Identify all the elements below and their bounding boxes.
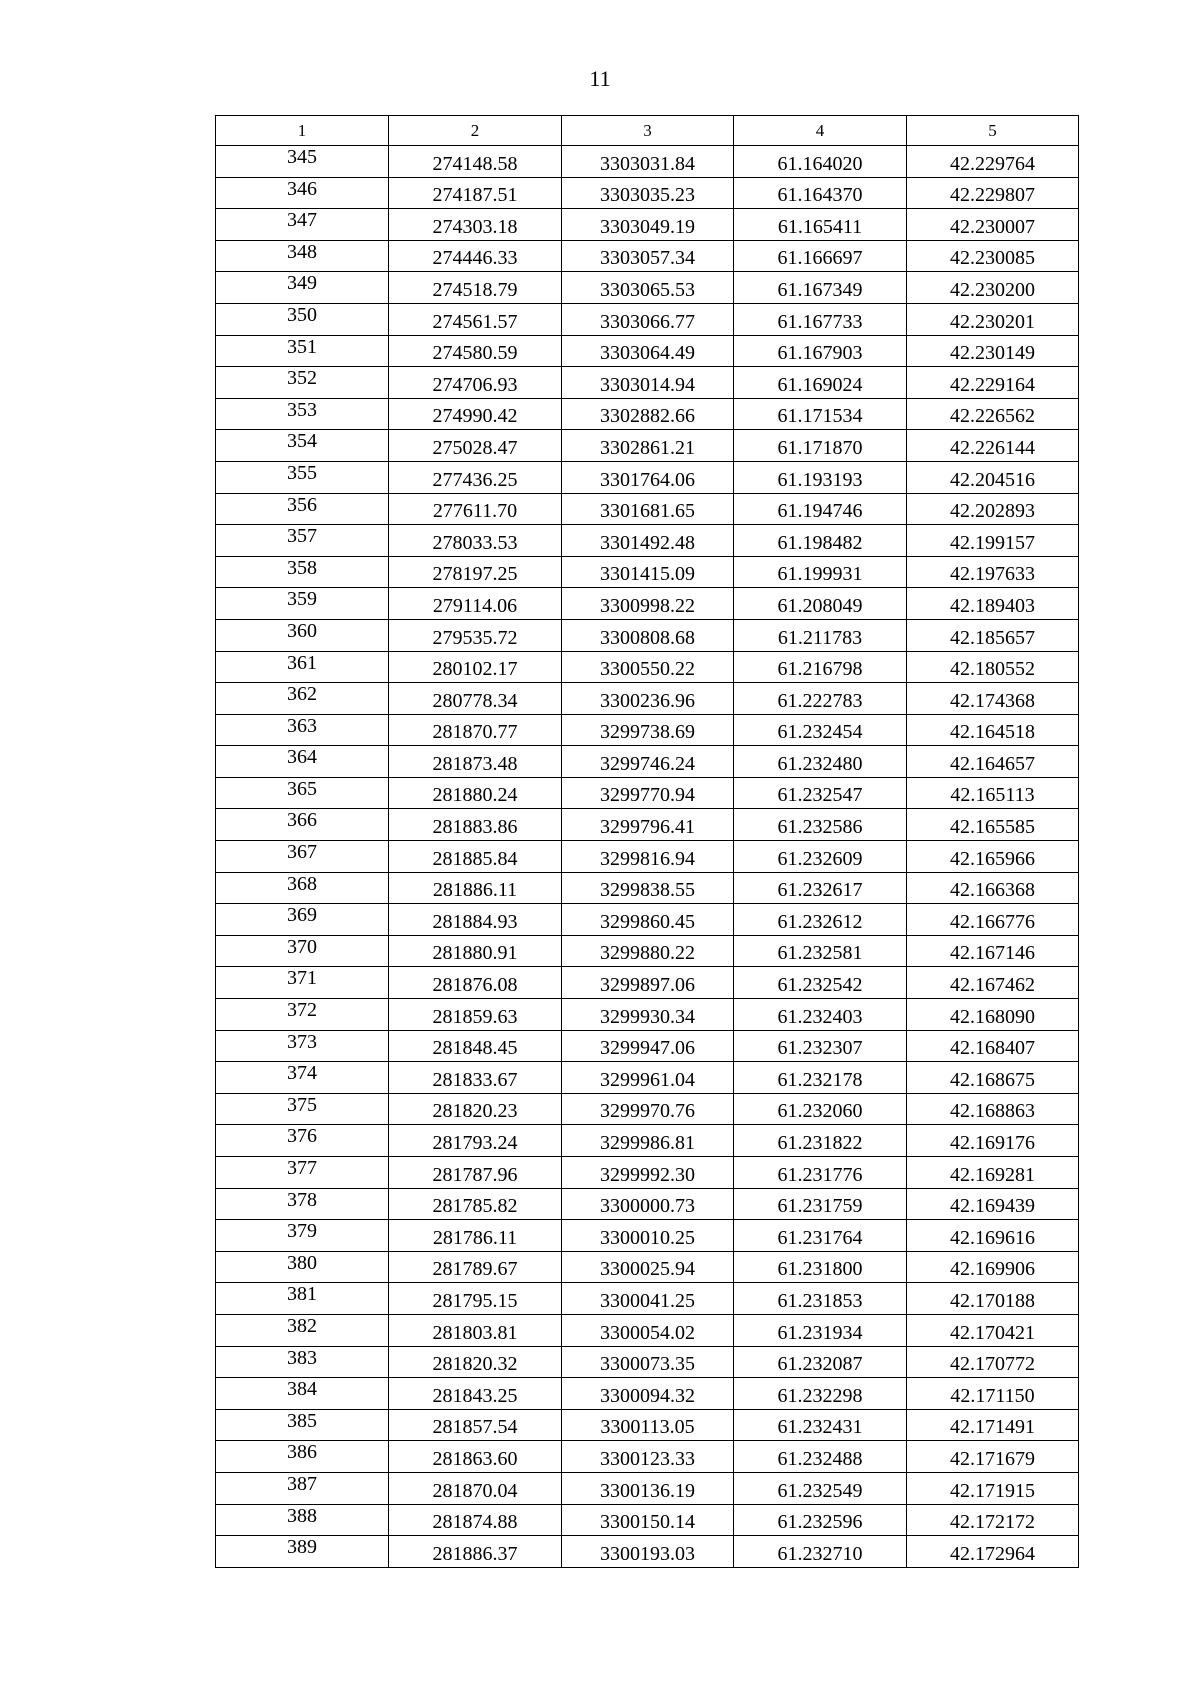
longitude-cell: 61.232549 [734, 1472, 907, 1504]
latitude-cell: 42.174368 [907, 683, 1079, 715]
longitude-cell: 61.231822 [734, 1125, 907, 1157]
y-coordinate-cell: 3299947.06 [562, 1030, 734, 1062]
x-coordinate-cell: 281870.77 [389, 714, 562, 746]
point-number-cell: 386 [216, 1441, 389, 1473]
y-coordinate-cell: 3299770.94 [562, 777, 734, 809]
table-row [216, 1283, 1079, 1315]
longitude-cell: 61.232710 [734, 1536, 907, 1568]
point-number-cell: 372 [216, 999, 389, 1031]
latitude-cell: 42.180552 [907, 651, 1079, 683]
longitude-cell: 61.232307 [734, 1030, 907, 1062]
column-header-2: 2 [389, 116, 562, 146]
point-number-cell: 370 [216, 935, 389, 967]
x-coordinate-cell: 278197.25 [389, 556, 562, 588]
x-coordinate-cell: 281883.86 [389, 809, 562, 841]
longitude-cell: 61.166697 [734, 240, 907, 272]
table-row [216, 1472, 1079, 1504]
point-number-cell: 351 [216, 335, 389, 367]
point-number-cell: 373 [216, 1030, 389, 1062]
y-coordinate-cell: 3300054.02 [562, 1314, 734, 1346]
x-coordinate-cell: 281873.48 [389, 746, 562, 778]
table-row [216, 240, 1079, 272]
point-number-cell: 358 [216, 556, 389, 588]
point-number-cell: 361 [216, 651, 389, 683]
point-number-cell: 364 [216, 746, 389, 778]
x-coordinate-cell: 281886.37 [389, 1536, 562, 1568]
y-coordinate-cell: 3299880.22 [562, 935, 734, 967]
point-number-cell: 383 [216, 1346, 389, 1378]
point-number-cell: 380 [216, 1251, 389, 1283]
point-number-cell: 353 [216, 398, 389, 430]
x-coordinate-cell: 281880.91 [389, 935, 562, 967]
x-coordinate-cell: 281885.84 [389, 841, 562, 873]
table-row [216, 1062, 1079, 1094]
y-coordinate-cell: 3302861.21 [562, 430, 734, 462]
header-row [216, 116, 1079, 146]
latitude-cell: 42.164518 [907, 714, 1079, 746]
longitude-cell: 61.216798 [734, 651, 907, 683]
y-coordinate-cell: 3300123.33 [562, 1441, 734, 1473]
latitude-cell: 42.169906 [907, 1251, 1079, 1283]
x-coordinate-cell: 281785.82 [389, 1188, 562, 1220]
table-row [216, 904, 1079, 936]
x-coordinate-cell: 281793.24 [389, 1125, 562, 1157]
table-row [216, 651, 1079, 683]
coordinates-table [215, 115, 1079, 1568]
latitude-cell: 42.229164 [907, 367, 1079, 399]
longitude-cell: 61.222783 [734, 683, 907, 715]
table-row [216, 272, 1079, 304]
y-coordinate-cell: 3300073.35 [562, 1346, 734, 1378]
table-row [216, 367, 1079, 399]
longitude-cell: 61.232542 [734, 967, 907, 999]
latitude-cell: 42.166368 [907, 872, 1079, 904]
y-coordinate-cell: 3299746.24 [562, 746, 734, 778]
latitude-cell: 42.169439 [907, 1188, 1079, 1220]
table-row [216, 335, 1079, 367]
latitude-cell: 42.168675 [907, 1062, 1079, 1094]
x-coordinate-cell: 280778.34 [389, 683, 562, 715]
table-row [216, 177, 1079, 209]
longitude-cell: 61.193193 [734, 461, 907, 493]
table-row [216, 1125, 1079, 1157]
x-coordinate-cell: 275028.47 [389, 430, 562, 462]
x-coordinate-cell: 281874.88 [389, 1504, 562, 1536]
longitude-cell: 61.167733 [734, 303, 907, 335]
point-number-cell: 362 [216, 683, 389, 715]
longitude-cell: 61.232431 [734, 1409, 907, 1441]
table-row [216, 1188, 1079, 1220]
x-coordinate-cell: 281803.81 [389, 1314, 562, 1346]
latitude-cell: 42.204516 [907, 461, 1079, 493]
point-number-cell: 381 [216, 1283, 389, 1315]
y-coordinate-cell: 3302882.66 [562, 398, 734, 430]
point-number-cell: 382 [216, 1314, 389, 1346]
point-number-cell: 379 [216, 1220, 389, 1252]
longitude-cell: 61.199931 [734, 556, 907, 588]
y-coordinate-cell: 3300010.25 [562, 1220, 734, 1252]
x-coordinate-cell: 281886.11 [389, 872, 562, 904]
longitude-cell: 61.232617 [734, 872, 907, 904]
page-number: 11 [589, 66, 611, 91]
table-row [216, 1378, 1079, 1410]
longitude-cell: 61.231853 [734, 1283, 907, 1315]
table-row [216, 556, 1079, 588]
x-coordinate-cell: 280102.17 [389, 651, 562, 683]
longitude-cell: 61.232178 [734, 1062, 907, 1094]
table-row [216, 777, 1079, 809]
y-coordinate-cell: 3303049.19 [562, 209, 734, 241]
longitude-cell: 61.231776 [734, 1157, 907, 1189]
longitude-cell: 61.231759 [734, 1188, 907, 1220]
latitude-cell: 42.189403 [907, 588, 1079, 620]
latitude-cell: 42.165966 [907, 841, 1079, 873]
column-header-4: 4 [734, 116, 907, 146]
point-number-cell: 366 [216, 809, 389, 841]
table-row [216, 1220, 1079, 1252]
x-coordinate-cell: 281820.23 [389, 1093, 562, 1125]
y-coordinate-cell: 3299970.76 [562, 1093, 734, 1125]
table-row [216, 1093, 1079, 1125]
table-row [216, 1409, 1079, 1441]
table-row [216, 493, 1079, 525]
table-row [216, 1504, 1079, 1536]
x-coordinate-cell: 281795.15 [389, 1283, 562, 1315]
x-coordinate-cell: 281859.63 [389, 999, 562, 1031]
y-coordinate-cell: 3299860.45 [562, 904, 734, 936]
y-coordinate-cell: 3300094.32 [562, 1378, 734, 1410]
table-row [216, 714, 1079, 746]
longitude-cell: 61.232581 [734, 935, 907, 967]
table-row [216, 1346, 1079, 1378]
longitude-cell: 61.232488 [734, 1441, 907, 1473]
point-number-cell: 389 [216, 1536, 389, 1568]
latitude-cell: 42.197633 [907, 556, 1079, 588]
latitude-cell: 42.230201 [907, 303, 1079, 335]
table-row [216, 872, 1079, 904]
y-coordinate-cell: 3299930.34 [562, 999, 734, 1031]
x-coordinate-cell: 274518.79 [389, 272, 562, 304]
column-header-3: 3 [562, 116, 734, 146]
y-coordinate-cell: 3299738.69 [562, 714, 734, 746]
x-coordinate-cell: 279114.06 [389, 588, 562, 620]
point-number-cell: 378 [216, 1188, 389, 1220]
latitude-cell: 42.199157 [907, 525, 1079, 557]
y-coordinate-cell: 3303057.34 [562, 240, 734, 272]
table-row [216, 1536, 1079, 1568]
x-coordinate-cell: 281884.93 [389, 904, 562, 936]
latitude-cell: 42.170421 [907, 1314, 1079, 1346]
table-row [216, 1314, 1079, 1346]
longitude-cell: 61.232403 [734, 999, 907, 1031]
y-coordinate-cell: 3301681.65 [562, 493, 734, 525]
y-coordinate-cell: 3300041.25 [562, 1283, 734, 1315]
x-coordinate-cell: 274303.18 [389, 209, 562, 241]
point-number-cell: 346 [216, 177, 389, 209]
y-coordinate-cell: 3301415.09 [562, 556, 734, 588]
y-coordinate-cell: 3303035.23 [562, 177, 734, 209]
table-row [216, 746, 1079, 778]
y-coordinate-cell: 3303065.53 [562, 272, 734, 304]
table-body [216, 146, 1079, 1568]
table-row [216, 303, 1079, 335]
longitude-cell: 61.211783 [734, 619, 907, 651]
y-coordinate-cell: 3300136.19 [562, 1472, 734, 1504]
latitude-cell: 42.172172 [907, 1504, 1079, 1536]
point-number-cell: 350 [216, 303, 389, 335]
longitude-cell: 61.171534 [734, 398, 907, 430]
latitude-cell: 42.230149 [907, 335, 1079, 367]
x-coordinate-cell: 281833.67 [389, 1062, 562, 1094]
latitude-cell: 42.172964 [907, 1536, 1079, 1568]
latitude-cell: 42.169281 [907, 1157, 1079, 1189]
point-number-cell: 348 [216, 240, 389, 272]
point-number-cell: 349 [216, 272, 389, 304]
y-coordinate-cell: 3299838.55 [562, 872, 734, 904]
point-number-cell: 388 [216, 1504, 389, 1536]
x-coordinate-cell: 279535.72 [389, 619, 562, 651]
table-row [216, 588, 1079, 620]
latitude-cell: 42.171915 [907, 1472, 1079, 1504]
column-header-5: 5 [907, 116, 1079, 146]
x-coordinate-cell: 281857.54 [389, 1409, 562, 1441]
longitude-cell: 61.232596 [734, 1504, 907, 1536]
latitude-cell: 42.168863 [907, 1093, 1079, 1125]
y-coordinate-cell: 3299986.81 [562, 1125, 734, 1157]
longitude-cell: 61.232087 [734, 1346, 907, 1378]
x-coordinate-cell: 281843.25 [389, 1378, 562, 1410]
x-coordinate-cell: 281863.60 [389, 1441, 562, 1473]
y-coordinate-cell: 3300236.96 [562, 683, 734, 715]
x-coordinate-cell: 281786.11 [389, 1220, 562, 1252]
longitude-cell: 61.167349 [734, 272, 907, 304]
longitude-cell: 61.164020 [734, 146, 907, 178]
x-coordinate-cell: 281820.32 [389, 1346, 562, 1378]
point-number-cell: 365 [216, 777, 389, 809]
x-coordinate-cell: 274148.58 [389, 146, 562, 178]
y-coordinate-cell: 3300113.05 [562, 1409, 734, 1441]
latitude-cell: 42.230200 [907, 272, 1079, 304]
longitude-cell: 61.231800 [734, 1251, 907, 1283]
point-number-cell: 385 [216, 1409, 389, 1441]
table-row [216, 461, 1079, 493]
longitude-cell: 61.232586 [734, 809, 907, 841]
latitude-cell: 42.226562 [907, 398, 1079, 430]
y-coordinate-cell: 3300808.68 [562, 619, 734, 651]
x-coordinate-cell: 277436.25 [389, 461, 562, 493]
latitude-cell: 42.168090 [907, 999, 1079, 1031]
point-number-cell: 356 [216, 493, 389, 525]
x-coordinate-cell: 274187.51 [389, 177, 562, 209]
table-header [216, 116, 1079, 146]
latitude-cell: 42.164657 [907, 746, 1079, 778]
table-row [216, 1251, 1079, 1283]
y-coordinate-cell: 3299992.30 [562, 1157, 734, 1189]
longitude-cell: 61.169024 [734, 367, 907, 399]
x-coordinate-cell: 274990.42 [389, 398, 562, 430]
latitude-cell: 42.185657 [907, 619, 1079, 651]
table-row [216, 430, 1079, 462]
point-number-cell: 359 [216, 588, 389, 620]
point-number-cell: 354 [216, 430, 389, 462]
longitude-cell: 61.194746 [734, 493, 907, 525]
y-coordinate-cell: 3303014.94 [562, 367, 734, 399]
point-number-cell: 376 [216, 1125, 389, 1157]
x-coordinate-cell: 281787.96 [389, 1157, 562, 1189]
longitude-cell: 61.231934 [734, 1314, 907, 1346]
latitude-cell: 42.169616 [907, 1220, 1079, 1252]
latitude-cell: 42.165113 [907, 777, 1079, 809]
table-row [216, 999, 1079, 1031]
x-coordinate-cell: 281880.24 [389, 777, 562, 809]
point-number-cell: 374 [216, 1062, 389, 1094]
longitude-cell: 61.231764 [734, 1220, 907, 1252]
table-row [216, 1157, 1079, 1189]
y-coordinate-cell: 3299961.04 [562, 1062, 734, 1094]
table-row [216, 398, 1079, 430]
point-number-cell: 363 [216, 714, 389, 746]
table-row [216, 209, 1079, 241]
x-coordinate-cell: 277611.70 [389, 493, 562, 525]
latitude-cell: 42.165585 [907, 809, 1079, 841]
latitude-cell: 42.167146 [907, 935, 1079, 967]
point-number-cell: 384 [216, 1378, 389, 1410]
longitude-cell: 61.232060 [734, 1093, 907, 1125]
y-coordinate-cell: 3299897.06 [562, 967, 734, 999]
longitude-cell: 61.198482 [734, 525, 907, 557]
point-number-cell: 367 [216, 841, 389, 873]
x-coordinate-cell: 281848.45 [389, 1030, 562, 1062]
longitude-cell: 61.165411 [734, 209, 907, 241]
y-coordinate-cell: 3300193.03 [562, 1536, 734, 1568]
latitude-cell: 42.166776 [907, 904, 1079, 936]
y-coordinate-cell: 3300550.22 [562, 651, 734, 683]
table-row [216, 935, 1079, 967]
latitude-cell: 42.171679 [907, 1441, 1079, 1473]
y-coordinate-cell: 3301764.06 [562, 461, 734, 493]
point-number-cell: 347 [216, 209, 389, 241]
y-coordinate-cell: 3303066.77 [562, 303, 734, 335]
x-coordinate-cell: 281789.67 [389, 1251, 562, 1283]
x-coordinate-cell: 274446.33 [389, 240, 562, 272]
point-number-cell: 387 [216, 1472, 389, 1504]
x-coordinate-cell: 274580.59 [389, 335, 562, 367]
table-row [216, 525, 1079, 557]
y-coordinate-cell: 3303031.84 [562, 146, 734, 178]
latitude-cell: 42.168407 [907, 1030, 1079, 1062]
longitude-cell: 61.232454 [734, 714, 907, 746]
point-number-cell: 377 [216, 1157, 389, 1189]
y-coordinate-cell: 3300000.73 [562, 1188, 734, 1220]
latitude-cell: 42.171491 [907, 1409, 1079, 1441]
y-coordinate-cell: 3299796.41 [562, 809, 734, 841]
longitude-cell: 61.171870 [734, 430, 907, 462]
table-row [216, 619, 1079, 651]
point-number-cell: 368 [216, 872, 389, 904]
table-row [216, 967, 1079, 999]
longitude-cell: 61.232612 [734, 904, 907, 936]
x-coordinate-cell: 274706.93 [389, 367, 562, 399]
y-coordinate-cell: 3301492.48 [562, 525, 734, 557]
point-number-cell: 345 [216, 146, 389, 178]
y-coordinate-cell: 3299816.94 [562, 841, 734, 873]
y-coordinate-cell: 3300025.94 [562, 1251, 734, 1283]
table-row [216, 1030, 1079, 1062]
point-number-cell: 355 [216, 461, 389, 493]
longitude-cell: 61.232547 [734, 777, 907, 809]
latitude-cell: 42.170188 [907, 1283, 1079, 1315]
longitude-cell: 61.232298 [734, 1378, 907, 1410]
point-number-cell: 369 [216, 904, 389, 936]
column-header-1: 1 [216, 116, 389, 146]
latitude-cell: 42.171150 [907, 1378, 1079, 1410]
y-coordinate-cell: 3303064.49 [562, 335, 734, 367]
table-row [216, 146, 1079, 178]
x-coordinate-cell: 281870.04 [389, 1472, 562, 1504]
point-number-cell: 352 [216, 367, 389, 399]
latitude-cell: 42.202893 [907, 493, 1079, 525]
table-row [216, 1441, 1079, 1473]
point-number-cell: 357 [216, 525, 389, 557]
x-coordinate-cell: 274561.57 [389, 303, 562, 335]
y-coordinate-cell: 3300150.14 [562, 1504, 734, 1536]
y-coordinate-cell: 3300998.22 [562, 588, 734, 620]
longitude-cell: 61.164370 [734, 177, 907, 209]
longitude-cell: 61.208049 [734, 588, 907, 620]
longitude-cell: 61.167903 [734, 335, 907, 367]
latitude-cell: 42.167462 [907, 967, 1079, 999]
point-number-cell: 375 [216, 1093, 389, 1125]
point-number-cell: 360 [216, 619, 389, 651]
table-row [216, 683, 1079, 715]
x-coordinate-cell: 278033.53 [389, 525, 562, 557]
latitude-cell: 42.230007 [907, 209, 1079, 241]
latitude-cell: 42.230085 [907, 240, 1079, 272]
latitude-cell: 42.169176 [907, 1125, 1079, 1157]
x-coordinate-cell: 281876.08 [389, 967, 562, 999]
latitude-cell: 42.170772 [907, 1346, 1079, 1378]
table-row [216, 841, 1079, 873]
latitude-cell: 42.229764 [907, 146, 1079, 178]
longitude-cell: 61.232480 [734, 746, 907, 778]
latitude-cell: 42.229807 [907, 177, 1079, 209]
longitude-cell: 61.232609 [734, 841, 907, 873]
latitude-cell: 42.226144 [907, 430, 1079, 462]
table-row [216, 809, 1079, 841]
point-number-cell: 371 [216, 967, 389, 999]
